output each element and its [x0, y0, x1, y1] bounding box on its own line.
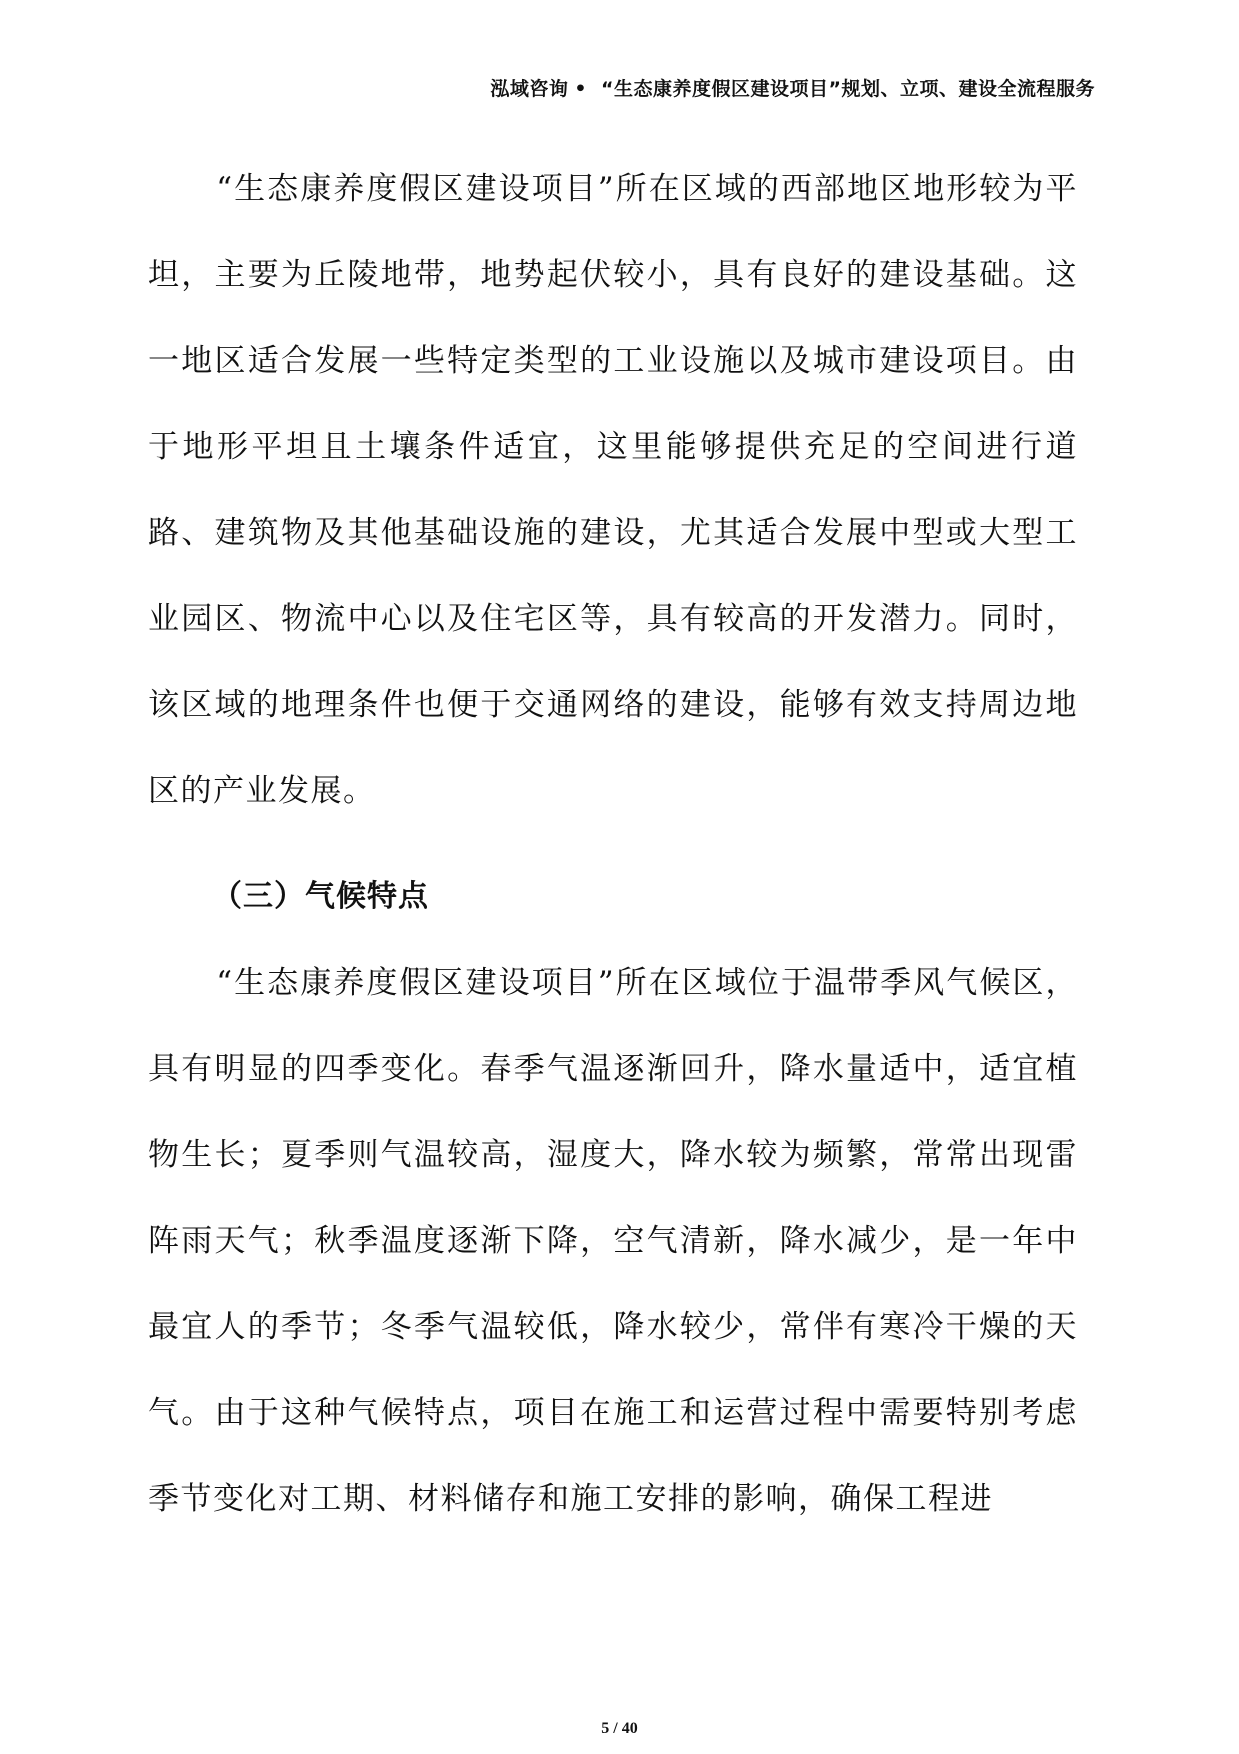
header-title: “生态康养度假区建设项目”规划、立项、建设全流程服务 — [601, 78, 1095, 100]
page-number: 5 / 40 — [601, 1720, 638, 1737]
page-header — [490, 74, 1095, 101]
header-separator: • — [574, 78, 588, 100]
paragraph-climate: “生态康养度假区建设项目”所在区域位于温带季风气候区，具有明显的四季变化。春季气温逐渐回升，降水量适中，适宜植物生长；夏季则气温较高，湿度大，降水较为频繁，常常出现雷阵雨天气；秋季温度逐渐下降，空气清新，降水减少，是一年中最宜人的季节；冬季气温较低，降水较少，常伴有寒冷干燥的天气。由于这种气候特点，项目在施工和运营过程中需要特别考虑季节变化对工期、材料储存和施工安排的影响，确保工程进 — [148, 965, 1078, 1517]
header-org: 泓域咨询 — [490, 78, 569, 100]
paragraph-terrain: “生态康养度假区建设项目”所在区域的西部地区地形较为平坦，主要为丘陵地带，地势起伏较小，具有良好的建设基础。这一地区适合发展一些特定类型的工业设施以及城市建设项目。由于地形平坦且土壤条件适宜，这里能够提供充足的空间进行道路、建筑物及其他基础设施的建设，尤其适合发展中型或大型工业园区、物流中心以及住宅区等，具有较高的开发潜力。同时，该区域的地理条件也便于交通网络的建设，能够有效支持周边地区的产业发展。 — [148, 171, 1078, 809]
section-heading-climate: （三）气候特点 — [212, 879, 429, 914]
